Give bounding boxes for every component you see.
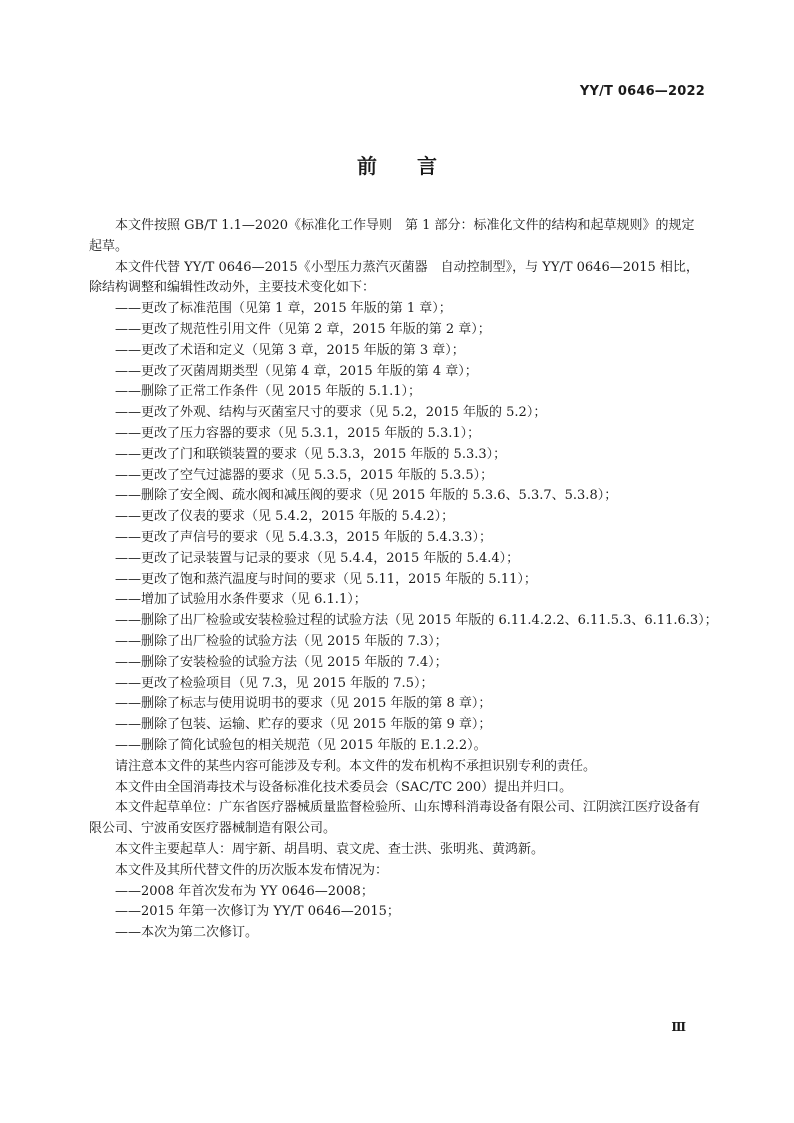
list-item: ——更改了标准范围（见第 1 章，2015 年版的第 1 章）； — [115, 301, 452, 317]
list-item: ——更改了声信号的要求（见 5.4.3.3，2015 年版的 5.4.3.3）； — [115, 529, 492, 545]
list-item: ——更改了检验项目（见 7.3，见 2015 年版的 7.5）； — [115, 675, 434, 691]
proposer-statement: 本文件由全国消毒技术与设备标准化技术委员会（SAC/TC 200）提出并归口。 — [115, 779, 573, 795]
list-item: ——更改了门和联锁装置的要求（见 5.3.3，2015 年版的 5.3.3）； — [115, 446, 507, 462]
list-item: ——本次为第二次修订。 — [115, 925, 259, 941]
list-item: ——删除了标志与使用说明书的要求（见 2015 年版的第 8 章）； — [115, 696, 492, 712]
list-item: ——删除了出厂检验或安装检验过程的试验方法（见 2015 年版的 6.11.4.2.2、6.11.5.3、6.11.6.3）； — [115, 613, 718, 629]
paragraph-drafting-rules: 本文件按照 GB/T 1.1—2020《标准化工作导则 第 1 部分：标准化文件的结构和起草规则》的规定起草。 — [89, 218, 695, 254]
list-item: ——删除了简化试验包的相关规范（见 2015 年版的 E.1.2.2）。 — [115, 737, 487, 753]
list-item: ——更改了术语和定义（见第 3 章，2015 年版的第 3 章）； — [115, 342, 465, 358]
list-item: ——删除了出厂检验的试验方法（见 2015 年版的 7.3）； — [115, 633, 448, 649]
foreword-body — [89, 216, 718, 944]
patent-notice: 请注意本文件的某些内容可能涉及专利。本文件的发布机构不承担识别专利的责任。 — [115, 758, 597, 774]
drafters: 本文件主要起草人：周宇新、胡昌明、袁文虎、查士洪、张明兆、黄鸿新。 — [115, 841, 545, 857]
list-item: ——删除了安全阀、疏水阀和减压阀的要求（见 2015 年版的 5.3.6、5.3.7、5.3.8）； — [115, 488, 618, 504]
list-item: ——更改了灭菌周期类型（见第 4 章，2015 年版的第 4 章）； — [115, 363, 478, 379]
page-title: 前言 — [357, 154, 477, 178]
list-item: ——更改了记录装置与记录的要求（见 5.4.4，2015 年版的 5.4.4）； — [115, 550, 520, 566]
page-number: Ⅲ — [671, 1020, 686, 1034]
list-item: ——删除了正常工作条件（见 2015 年版的 5.1.1）； — [115, 384, 422, 400]
list-item: ——2015 年第一次修订为 YY/T 0646—2015； — [115, 904, 400, 920]
paragraph-replacement: 本文件代替 YY/T 0646—2015《小型压力蒸汽灭菌器 自动控制型》，与 YY/T 0646—2015 相比，除结构调整和编辑性改动外，主要技术变化如下： — [89, 259, 699, 296]
list-item: ——更改了仪表的要求（见 5.4.2，2015 年版的 5.4.2）； — [115, 509, 455, 525]
change-list — [89, 299, 718, 757]
list-item: ——更改了规范性引用文件（见第 2 章，2015 年版的第 2 章）； — [115, 321, 491, 337]
list-item: ——更改了压力容器的要求（见 5.3.1，2015 年版的 5.3.1）； — [115, 425, 481, 441]
history-intro: 本文件及其所代替文件的历次版本发布情况为： — [115, 862, 389, 878]
history-list — [89, 882, 705, 944]
list-item: ——2008 年首次发布为 YY 0646—2008； — [115, 883, 374, 899]
list-item: ——删除了包装、运输、贮存的要求（见 2015 年版的第 9 章）； — [115, 717, 492, 733]
drafting-units: 本文件起草单位：广东省医疗器械质量监督检验所、山东博科消毒设备有限公司、江阴滨江医疗设备有限公司、宁波甬安医疗器械制造有限公司。 — [89, 800, 701, 837]
document-code: YY/T 0646—2022 — [579, 84, 705, 99]
list-item: ——增加了试验用水条件要求（见 6.1.1）； — [115, 592, 367, 608]
list-item: ——删除了安装检验的试验方法（见 2015 年版的 7.4）； — [115, 654, 448, 670]
list-item: ——更改了空气过滤器的要求（见 5.3.5，2015 年版的 5.3.5）； — [115, 467, 494, 483]
list-item: ——更改了外观、结构与灭菌室尺寸的要求（见 5.2，2015 年版的 5.2）； — [115, 405, 547, 421]
list-item: ——更改了饱和蒸汽温度与时间的要求（见 5.11，2015 年版的 5.11）； — [115, 571, 537, 587]
